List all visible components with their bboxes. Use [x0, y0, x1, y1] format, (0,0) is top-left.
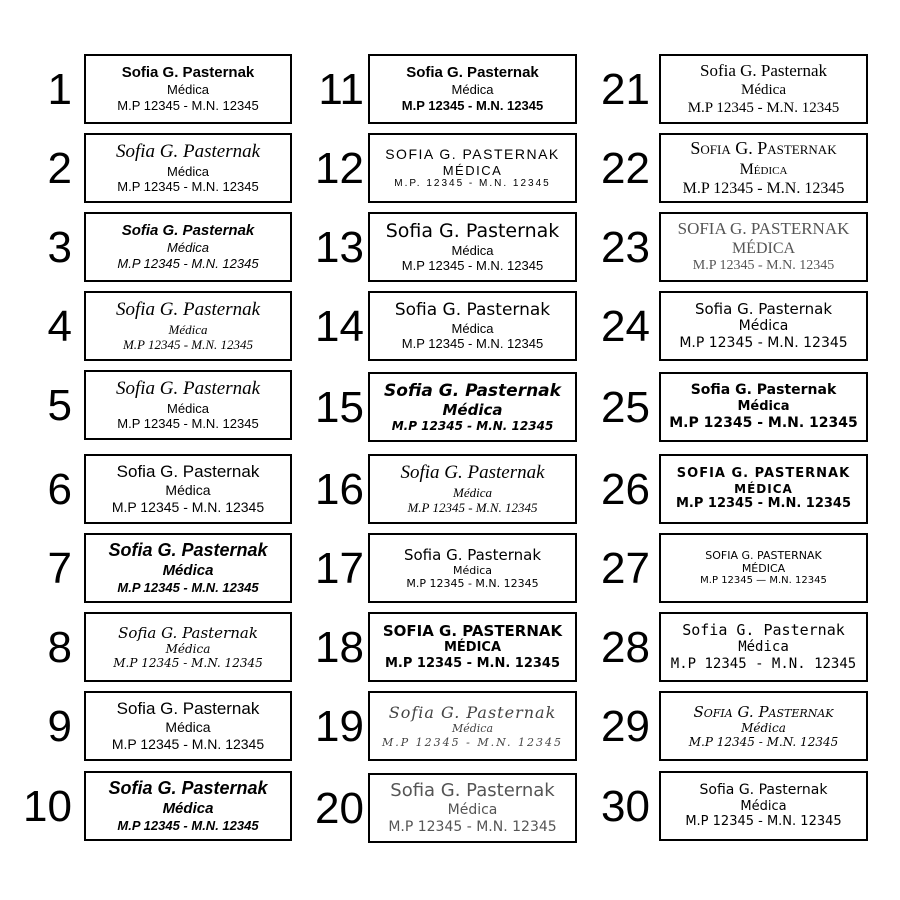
stamp-number: 26 — [601, 465, 650, 514]
stamp-number: 22 — [601, 144, 650, 193]
stamp-number: 5 — [47, 381, 72, 430]
stamp-title: Médica — [162, 800, 214, 817]
stamp-license: M.P 12345 - M.N. 12345 — [406, 577, 539, 590]
stamp-title: Médica — [167, 240, 209, 256]
stamp-number: 9 — [47, 702, 72, 751]
stamp-number: 7 — [47, 544, 72, 593]
stamp-name: Sofia G. Pasternak — [121, 64, 255, 82]
stamp-item-26 — [580, 452, 870, 528]
stamp-title: Médica — [451, 242, 494, 258]
stamp-name: Sofia G. Pasternak — [384, 380, 561, 401]
stamp-name: Sofia G. Pasternak — [694, 300, 833, 319]
stamp-number: 15 — [315, 383, 364, 432]
stamp-item-16 — [290, 452, 580, 528]
stamp-license: M.P 12345 - M.N. 12345 — [692, 258, 835, 274]
stamp-name: SOFIA G. PASTERNAK — [677, 218, 850, 238]
stamp-item-18 — [290, 610, 580, 686]
stamp-license: M.P 12345 — M.N. 12345 — [700, 575, 827, 587]
stamp-item-7 — [0, 531, 290, 607]
stamp-name: Sofia G. Pasternak — [115, 141, 261, 162]
stamp-name: Sofia G. Pasternak — [108, 778, 268, 799]
stamp-title: Médica — [162, 562, 214, 579]
stamp-box — [368, 133, 577, 203]
stamp-number: 4 — [47, 302, 72, 351]
stamp-box — [659, 133, 868, 203]
stamp-item-20 — [290, 771, 580, 847]
stamp-item-13 — [290, 210, 580, 286]
stamp-title: Médica — [165, 719, 211, 736]
stamp-license: M.P 12345 - M.N. 12345 — [111, 499, 265, 516]
stamp-license: M.P 12345 - M.N. 12345 — [669, 414, 858, 431]
stamp-name: SOFIA G. PASTERNAK — [382, 622, 563, 641]
stamp-item-25 — [580, 370, 870, 446]
stamp-title: MÉDICA — [741, 562, 786, 575]
stamp-item-30 — [580, 769, 870, 845]
stamp-name: Sofia G. Pasternak — [690, 382, 837, 399]
stamp-name: Sofia G. Pasternak — [115, 378, 261, 399]
stamp-title: Médica — [451, 82, 494, 98]
stamp-box — [84, 691, 292, 761]
stamp-box — [368, 291, 577, 361]
stamp-name: Sofia G. Pasternak — [400, 462, 545, 483]
stamp-name: SOFIA G. PASTERNAK — [676, 466, 851, 482]
stamp-license: M.P 12345 - M.N. 12345 — [687, 100, 840, 117]
stamp-number: 21 — [601, 65, 650, 114]
stamp-box — [84, 133, 292, 203]
stamp-box — [368, 612, 577, 682]
stamp-license: M.P 12345 - M.N. 12345 — [675, 496, 852, 512]
stamp-box — [659, 372, 868, 442]
stamp-title: MÉDICA — [442, 162, 503, 178]
stamp-item-1 — [0, 52, 290, 128]
stamp-license: M.P 12345 - M.N. 12345 — [670, 656, 857, 672]
stamp-box — [659, 533, 868, 603]
stamp-item-24 — [580, 289, 870, 365]
stamp-box — [84, 291, 292, 361]
stamp-number: 30 — [601, 782, 650, 831]
stamp-column-3 — [580, 0, 870, 900]
stamp-name: Sofia G. Pasternak — [385, 220, 560, 242]
stamp-item-2 — [0, 131, 290, 207]
stamp-title: Médica — [741, 720, 786, 735]
stamp-box — [84, 533, 292, 603]
stamp-number: 18 — [315, 623, 364, 672]
stamp-license: M.P 12345 - M.N. 12345 — [388, 818, 557, 835]
stamp-box — [84, 612, 292, 682]
stamp-box — [368, 691, 577, 761]
stamp-title: Médica — [741, 82, 786, 99]
stamp-title: Médica — [167, 400, 209, 416]
stamp-box — [368, 54, 577, 124]
stamp-license: M.P 12345 - M.N. 12345 — [401, 98, 544, 113]
stamp-box — [659, 212, 868, 282]
stamp-title: Médica — [451, 320, 494, 336]
stamp-name: Sofia G. Pasternak — [682, 621, 845, 640]
stamp-license: M.P 12345 - M.N. 12345 — [407, 500, 538, 516]
stamp-item-4 — [0, 289, 290, 365]
stamp-column-2 — [290, 0, 580, 900]
stamp-title: MÉDICA — [731, 240, 796, 258]
stamp-item-21 — [580, 52, 870, 128]
stamp-number: 14 — [315, 302, 364, 351]
stamp-number: 3 — [47, 223, 72, 272]
stamp-name: Sofia G. Pasternak — [693, 702, 834, 721]
stamp-number: 20 — [315, 784, 364, 833]
stamp-box — [659, 612, 868, 682]
stamp-title: MÉDICA — [734, 481, 793, 496]
stamp-name: Sofia G. Pasternak — [115, 299, 261, 320]
stamp-number: 2 — [47, 144, 72, 193]
stamp-license: M.P 12345 - M.N. 12345 — [122, 337, 254, 353]
stamp-name: Sofia G. Pasternak — [121, 222, 255, 240]
stamp-item-15 — [290, 370, 580, 446]
stamp-license: M.P 12345 - M.N. 12345 — [391, 419, 554, 433]
stamp-item-22 — [580, 131, 870, 207]
stamp-name: Sofia G. Pasternak — [690, 138, 837, 159]
stamp-license: M.P. 12345 - M.N. 12345 — [394, 178, 551, 190]
stamp-title: Médica — [451, 722, 494, 736]
stamp-number: 1 — [47, 65, 72, 114]
stamp-license: M.P 12345 - M.N. 12345 — [688, 735, 839, 749]
stamp-license: M.P 12345 - M.N. 12345 — [117, 580, 259, 595]
stamp-box — [84, 212, 292, 282]
stamp-title: Médica — [165, 641, 211, 656]
stamp-number: 13 — [315, 223, 364, 272]
stamp-box — [84, 771, 292, 841]
stamp-box — [659, 54, 868, 124]
stamp-name: Sofia G. Pasternak — [390, 780, 555, 802]
stamp-license: M.P 12345 - M.N. 12345 — [117, 818, 259, 833]
stamp-item-12 — [290, 131, 580, 207]
stamp-item-8 — [0, 610, 290, 686]
stamp-name: Sofia G. Pasternak — [116, 462, 260, 481]
stamp-name: Sofia G. Pasternak — [394, 300, 551, 321]
stamp-title: Médica — [738, 318, 789, 335]
stamp-name: SOFIA G. PASTERNAK — [705, 548, 822, 562]
stamp-title: Médica — [168, 321, 208, 337]
stamp-item-14 — [290, 289, 580, 365]
stamp-license: M.P 12345 - M.N. 12345 — [117, 416, 259, 432]
stamp-title: Médica — [442, 401, 503, 419]
stamp-number: 19 — [315, 702, 364, 751]
stamp-license: M.P 12345 - M.N. 12345 — [381, 735, 564, 749]
stamp-box — [368, 773, 577, 843]
stamp-number: 6 — [47, 465, 72, 514]
stamp-item-9 — [0, 689, 290, 765]
stamp-license: M.P 12345 - M.N. 12345 — [679, 335, 848, 351]
stamp-box — [659, 291, 868, 361]
stamp-box — [84, 370, 292, 440]
stamp-number: 25 — [601, 383, 650, 432]
stamp-title: Médica — [740, 798, 787, 814]
stamp-name: Sofia G. Pasternak — [403, 545, 542, 564]
stamp-number: 27 — [601, 544, 650, 593]
stamp-name: SOFIA G. PASTERNAK — [385, 145, 560, 162]
stamp-name: Sofia G. Pasternak — [699, 782, 828, 798]
stamp-box — [368, 372, 577, 442]
stamp-name: Sofia G. Pasternak — [116, 699, 260, 718]
stamp-item-3 — [0, 210, 290, 286]
stamp-license: M.P 12345 - M.N. 12345 — [682, 179, 845, 197]
stamp-license: M.P 12345 - M.N. 12345 — [401, 258, 544, 274]
stamp-item-11 — [290, 52, 580, 128]
stamp-box — [368, 533, 577, 603]
stamp-number: 23 — [601, 223, 650, 272]
stamp-title: MÉDICA — [443, 640, 502, 656]
stamp-box — [368, 454, 577, 524]
stamp-number: 12 — [315, 144, 364, 193]
stamp-box — [659, 691, 868, 761]
stamp-number: 28 — [601, 623, 650, 672]
stamp-title: Médica — [167, 82, 209, 98]
stamp-box — [84, 54, 292, 124]
stamp-number: 29 — [601, 702, 650, 751]
stamp-license: M.P 12345 - M.N. 12345 — [117, 256, 259, 271]
stamp-license: M.P 12345 - M.N. 12345 — [111, 736, 265, 753]
stamp-box — [659, 454, 868, 524]
stamp-title: Médica — [738, 639, 789, 656]
stamp-name: Sofia G. Pasternak — [699, 60, 827, 80]
stamp-title: Médica — [167, 163, 209, 179]
stamp-number: 24 — [601, 302, 650, 351]
stamp-item-23 — [580, 210, 870, 286]
stamp-box — [659, 771, 868, 841]
stamp-item-6 — [0, 452, 290, 528]
stamp-license: M.P 12345 - M.N. 12345 — [113, 656, 263, 670]
stamp-title: Médica — [452, 563, 493, 577]
stamp-license: M.P 12345 - M.N. 12345 — [117, 179, 259, 195]
stamp-title: Médica — [447, 802, 498, 818]
stamp-number: 16 — [315, 465, 364, 514]
stamp-number: 8 — [47, 623, 72, 672]
stamp-title: Médica — [165, 482, 211, 499]
stamp-item-29 — [580, 689, 870, 765]
stamp-item-28 — [580, 610, 870, 686]
stamp-item-10 — [0, 769, 290, 845]
stamp-item-27 — [580, 531, 870, 607]
stamp-name: Sofia G. Pasternak — [108, 540, 268, 561]
stamp-number: 17 — [315, 544, 364, 593]
stamp-column-1 — [0, 0, 290, 900]
stamp-number: 11 — [318, 65, 364, 114]
stamp-title: Médica — [453, 484, 492, 500]
stamp-name: Sofia G. Pasternak — [406, 64, 539, 82]
stamp-item-5 — [0, 368, 290, 444]
stamp-license: M.P 12345 - M.N. 12345 — [401, 336, 544, 352]
stamp-number: 10 — [23, 782, 72, 831]
stamp-name: Sofia G. Pasternak — [388, 703, 557, 723]
stamp-title: Médica — [739, 160, 788, 178]
stamp-title: Médica — [737, 399, 790, 415]
stamp-box — [368, 212, 577, 282]
stamp-name: Sofia G. Pasternak — [118, 623, 258, 642]
stamp-box — [84, 454, 292, 524]
stamp-item-19 — [290, 689, 580, 765]
stamp-item-17 — [290, 531, 580, 607]
stamp-license: M.P 12345 - M.N. 12345 — [384, 656, 561, 671]
stamp-license: M.P 12345 - M.N. 12345 — [117, 98, 259, 113]
stamp-license: M.P 12345 - M.N. 12345 — [685, 814, 842, 830]
